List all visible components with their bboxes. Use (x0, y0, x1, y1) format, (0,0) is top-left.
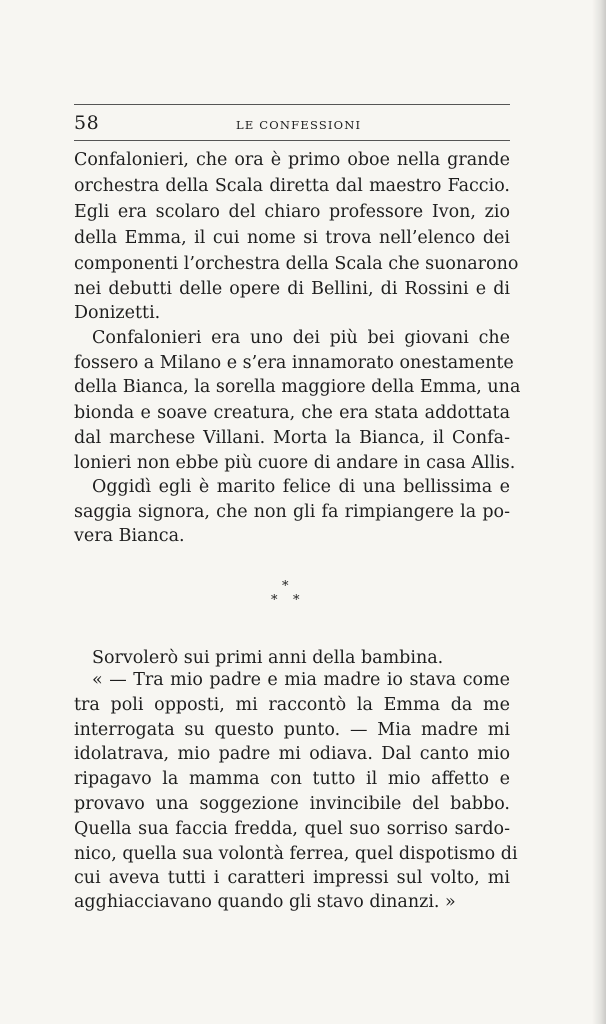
text-line: lonieri non ebbe più cuore di andare in casa Allis. (74, 453, 516, 473)
text-line: cui aveva tutti i caratteri impressi sul volto, mi (74, 868, 510, 888)
text-line: bionda e soave creatura, che era stata addottata (74, 403, 510, 423)
asterisk: * (282, 579, 289, 594)
header-bottom-rule (74, 140, 510, 141)
text-line: orchestra della Scala diretta dal maestro Faccio. (74, 176, 510, 196)
text-line: tra poli opposti, mi raccontò la Emma da me (74, 695, 510, 715)
text-line: « — Tra mio padre e mia madre io stava come (92, 670, 510, 690)
asterisk: * (271, 593, 278, 608)
text-line: interrogata su questo punto. — Mia madre mi (74, 720, 510, 740)
text-line: Confalonieri era uno dei più bei giovani che (92, 328, 510, 348)
text-line: nico, quella sua volontà ferrea, quel dispotismo di (74, 844, 518, 864)
text-line: ripagavo la mamma con tutto il mio affetto e (74, 769, 510, 789)
text-line: della Bianca, la sorella maggiore della Emma, una (74, 377, 521, 397)
text-line: Donizetti. (74, 303, 161, 323)
text-line: Sorvolerò sui primi anni della bambina. (92, 648, 444, 668)
text-line: nei debutti delle opere di Bellini, di Rossini e di (74, 279, 510, 299)
page-edge-shadow (592, 0, 606, 1024)
text-line: Confalonieri, che ora è primo oboe nella grande (74, 150, 510, 170)
text-line: agghiacciavano quando gli stavo dinanzi. » (74, 892, 456, 912)
text-line: componenti l’orchestra della Scala che suonarono (74, 254, 519, 274)
text-line: dal marchese Villani. Morta la Bianca, il Confa- (74, 428, 510, 448)
text-line: provavo una soggezione invincibile del babbo. (74, 794, 510, 814)
page-number: 58 (74, 112, 100, 134)
running-head (74, 112, 510, 138)
text-line: della Emma, il cui nome si trova nell’elenco dei (74, 228, 510, 248)
header-top-rule (74, 104, 510, 105)
section-break-asterism (262, 578, 312, 614)
text-line: vera Bianca. (74, 526, 185, 546)
asterisk: * (293, 593, 300, 608)
text-line: Quella sua faccia fredda, quel suo sorriso sardo- (74, 819, 510, 839)
text-line: fossero a Milano e s’era innamorato onestamente (74, 353, 514, 373)
text-line: idolatrava, mio padre mi odiava. Dal canto mio (74, 744, 510, 764)
text-line: Egli era scolaro del chiaro professore Ivon, zio (74, 202, 510, 222)
running-title: LE CONFESSIONI (236, 118, 362, 132)
text-line: saggia signora, che non gli fa rimpiangere la po- (74, 502, 510, 522)
text-line: Oggidì egli è marito felice di una bellissima e (92, 477, 510, 497)
